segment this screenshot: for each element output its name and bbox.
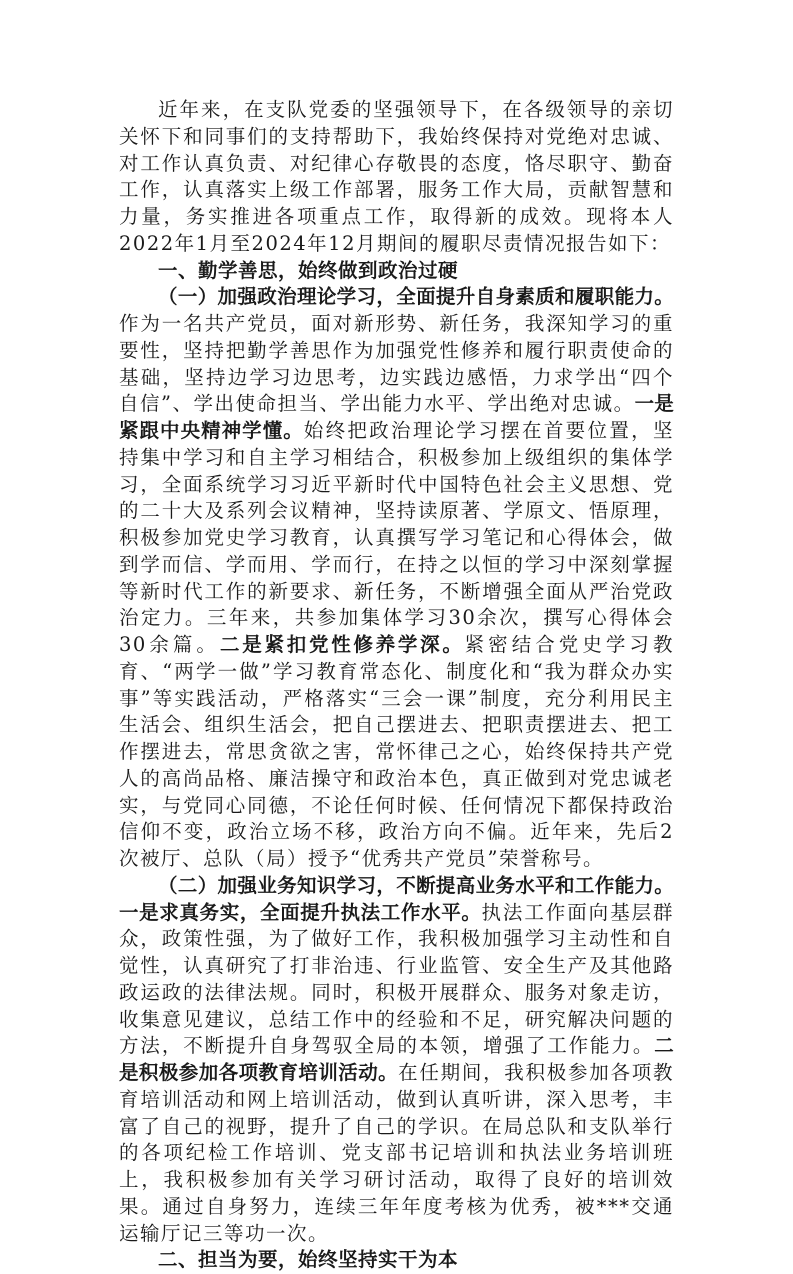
point-4-title: 二是积极参加各项教育培训活动。: [119, 1034, 674, 1084]
section-heading-2: 二、担当为要，始终坚持实干为本: [158, 1248, 459, 1272]
subsection-1-text: 作为一名共产党员，面对新形势、新任务，我深知学习的重要性，坚持把勤学善思作为加强党性修养和履行职责使命的基础，坚持边学习边思考，边实践边感悟，力求学出“四个自信”、学出使命担当、学出能力水平、学出绝对忠诚。: [119, 312, 674, 416]
point-4-text: 在任期间，我积极参加各项教育培训活动和网上培训活动，做到认真听讲，深入思考，丰富了自己的视野，提升了自己的学识。在局总队和支队举行的各项纪检工作培训、党支部书记培训和执法业务培训班上，我积极参加有关学习研讨活动，取得了良好的培训效果。通过自身努力，连续三年年度考核为优秀，被***交通运输厅记三等功一次。: [119, 1061, 674, 1245]
document-page: [119, 97, 674, 1274]
subsection-2-paragraph: [119, 873, 674, 1248]
subsection-1-paragraph: [119, 284, 674, 873]
subsection-2-title: （二）加强业务知识学习，不断提高业务水平和工作能力。: [158, 873, 674, 897]
subsection-1-title: （一）加强政治理论学习，全面提升自身素质和履职能力。: [158, 285, 674, 309]
intro-paragraph: 近年来，在支队党委的坚强领导下，在各级领导的亲切关怀下和同事们的支持帮助下，我始终保持对党绝对忠诚、对工作认真负责、对纪律心存敬畏的态度，恪尽职守、勤奋工作，认真落实上级工作部署，服务工作大局，贡献智慧和力量，务实推进各项重点工作，取得新的成效。现将本人2022年1月至2024年12月期间的履职尽责情况报告如下：: [119, 98, 674, 255]
point-2-title: 二是紧扣党性修养学深。: [219, 633, 465, 656]
point-3-title: 一是求真务实，全面提升执法工作水平。: [119, 900, 482, 924]
point-3-text: 执法工作面向基层群众，政策性强，为了做好工作，我积极加强学习主动性和自觉性，认真研究了打非治违、行业监管、安全生产及其他路政运政的法律法规。同时，积极开展群众、服务对象走访，收集意见建议，总结工作中的经验和不足，研究解决问题的方法，不断提升自身驾驭全局的本领，增强了工作能力。: [119, 900, 674, 1058]
point-1-title: 一是紧跟中央精神学懂。: [119, 392, 674, 442]
point-1-text: 始终把政治理论学习摆在首要位置，坚持集中学习和自主学习相结合，积极参加上级组织的集体学习，全面系统学习习近平新时代中国特色社会主义思想、党的二十大及系列会议精神，坚持读原著、学原文、悟原理，积极参加党史学习教育，认真撰写学习笔记和心得体会，做到学而信、学而用、学而行，在持之以恒的学习中深刻掌握等新时代工作的新要求、新任务，不断增强全面从严治党政治定力。三年来，共参加集体学习30余次，撰写心得体会30余篇。: [119, 419, 674, 656]
section-heading-1: 一、勤学善思，始终做到政治过硬: [158, 258, 459, 282]
point-2-text: 紧密结合党史学习教育、“两学一做”学习教育常态化、制度化和“我为群众办实事”等实践活动，严格落实“三会一课”制度，充分利用民主生活会、组织生活会，把自己摆进去、把职责摆进去、把工作摆进去，常思贪欲之害，常怀律己之心，始终保持共产党人的高尚品格、廉洁操守和政治本色，真正做到对党忠诚老实，与党同心同德，不论任何时候、任何情况下都保持政治信仰不变，政治立场不移，政治方向不偏。近年来，先后2次被厅、总队（局）授予“优秀共产党员”荣誉称号。: [119, 633, 674, 870]
